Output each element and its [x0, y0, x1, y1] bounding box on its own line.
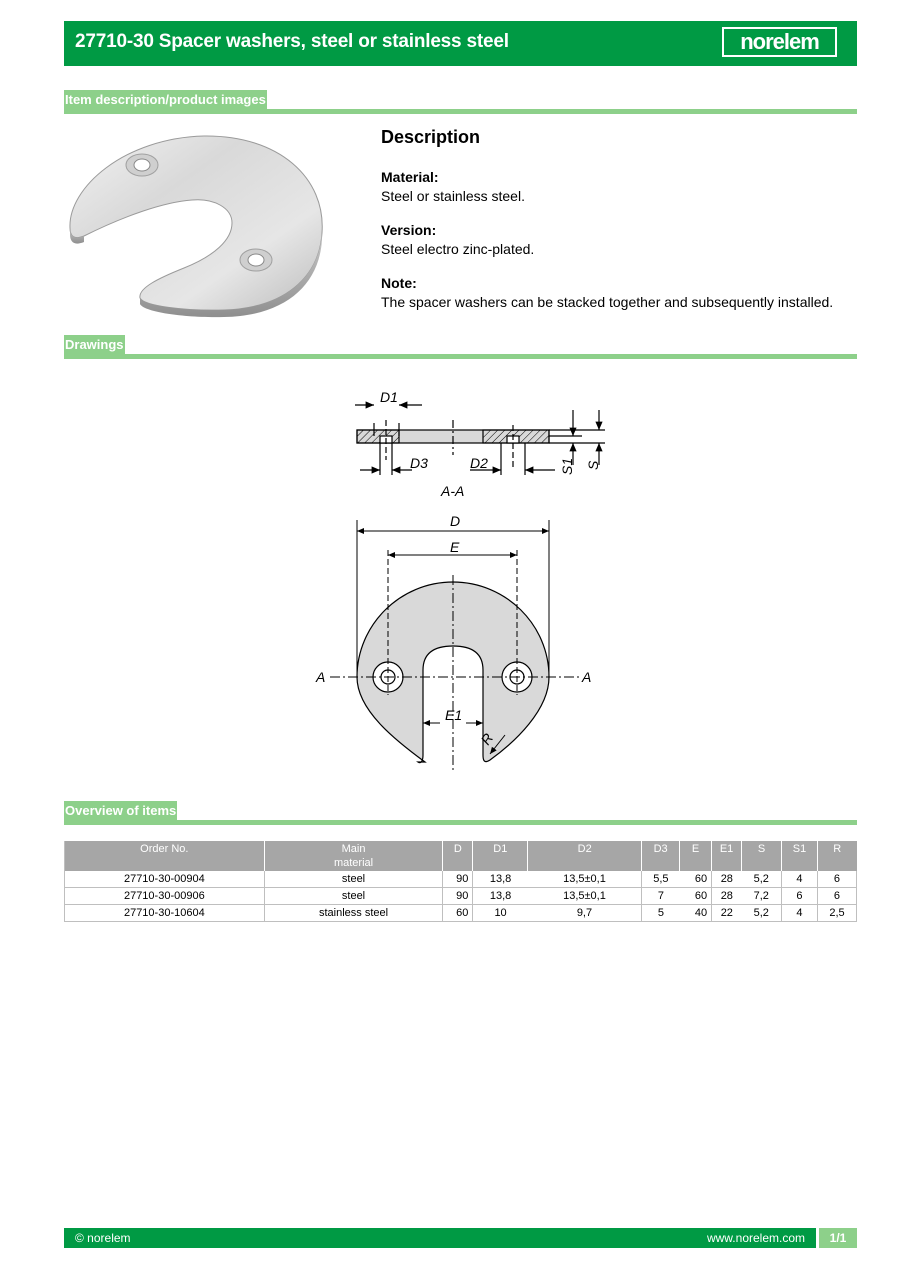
label-d2: D2	[470, 455, 488, 471]
cell-s: 7,2	[742, 888, 782, 905]
header-r: R	[817, 841, 856, 871]
technical-drawing	[300, 380, 620, 780]
section-item-description	[64, 90, 857, 114]
cell-e: 60	[680, 888, 712, 905]
cell-e1: 28	[712, 871, 742, 888]
header-s1: S1	[782, 841, 818, 871]
header-e1: E1	[712, 841, 742, 871]
logo-text: norelem	[740, 29, 819, 54]
page-header	[64, 21, 857, 66]
section-rule	[64, 354, 857, 359]
cell-d2: 9,7	[528, 905, 642, 922]
cell-e: 40	[680, 905, 712, 922]
section-label: Overview of items	[64, 801, 177, 821]
header-d2: D2	[528, 841, 642, 871]
cell-order-no: 27710-30-00904	[65, 871, 265, 888]
label-d3: D3	[410, 455, 428, 471]
section-rule	[64, 820, 857, 825]
header-e: E	[680, 841, 712, 871]
label-r: R	[477, 730, 497, 748]
header-main-material	[264, 841, 443, 871]
table-header-row	[65, 841, 857, 871]
cell-e1: 22	[712, 905, 742, 922]
cell-d: 90	[443, 888, 473, 905]
header-main-material-line1: Main	[341, 843, 366, 855]
label-e1: E1	[445, 707, 463, 723]
label-a-right: A	[582, 669, 592, 685]
cell-r: 2,5	[817, 905, 856, 922]
footer-copyright: © norelem	[75, 1231, 131, 1245]
cell-order-no: 27710-30-00906	[65, 888, 265, 905]
product-image	[64, 128, 324, 318]
cell-e: 60	[680, 871, 712, 888]
cell-material: stainless steel	[264, 905, 443, 922]
page-number: 1/1	[819, 1228, 857, 1248]
cell-order-no: 27710-30-10604	[65, 905, 265, 922]
description-block	[381, 128, 851, 327]
cell-s1: 4	[782, 871, 818, 888]
label-a-left: A	[316, 669, 326, 685]
cell-d1: 13,8	[473, 871, 528, 888]
cell-d3: 7	[642, 888, 680, 905]
label-s1: S1	[559, 457, 575, 475]
material-label: Material:	[381, 169, 439, 185]
cell-d1: 10	[473, 905, 528, 922]
cell-d: 90	[443, 871, 473, 888]
cell-material: steel	[264, 871, 443, 888]
header-order-no: Order No.	[65, 841, 265, 871]
header-d3: D3	[642, 841, 680, 871]
cell-d2: 13,5±0,1	[528, 888, 642, 905]
section-drawings	[64, 335, 857, 359]
section-rule	[64, 109, 857, 114]
section-label: Drawings	[64, 335, 125, 355]
table-row	[65, 888, 857, 905]
cell-r: 6	[817, 888, 856, 905]
label-e: E	[450, 539, 460, 555]
header-d: D	[443, 841, 473, 871]
cell-s: 5,2	[742, 871, 782, 888]
header-main-material-line2: material	[333, 857, 374, 869]
cell-s1: 6	[782, 888, 818, 905]
table-row	[65, 871, 857, 888]
label-s: S	[585, 460, 601, 470]
table-row	[65, 905, 857, 922]
cell-s: 5,2	[742, 905, 782, 922]
section-overview	[64, 801, 857, 825]
label-section: A-A	[441, 483, 465, 499]
footer-website-link[interactable]: www.norelem.com	[706, 1231, 805, 1245]
cell-d3: 5,5	[642, 871, 680, 888]
version-label: Version:	[381, 222, 437, 238]
note-label: Note:	[381, 275, 417, 291]
cell-d1: 13,8	[473, 888, 528, 905]
label-d: D	[450, 513, 461, 529]
version-value: Steel electro zinc-plated.	[381, 241, 535, 257]
cell-e1: 28	[712, 888, 742, 905]
cell-s1: 4	[782, 905, 818, 922]
page-title: 27710-30 Spacer washers, steel or stainless steel	[75, 31, 509, 52]
cell-d2: 13,5±0,1	[528, 871, 642, 888]
page-footer	[64, 1228, 857, 1248]
cell-d3: 5	[642, 905, 680, 922]
description-heading: Description	[381, 127, 481, 147]
footer-bar	[64, 1228, 816, 1248]
header-s: S	[742, 841, 782, 871]
items-table	[64, 841, 857, 922]
section-label: Item description/product images	[64, 90, 267, 110]
note-value: The spacer washers can be stacked together and subsequently installed.	[381, 294, 834, 310]
cell-material: steel	[264, 888, 443, 905]
cell-d: 60	[443, 905, 473, 922]
header-d1: D1	[473, 841, 528, 871]
label-d1: D1	[380, 389, 398, 405]
cell-r: 6	[817, 871, 856, 888]
norelem-logo	[722, 27, 837, 57]
material-value: Steel or stainless steel.	[381, 188, 525, 204]
